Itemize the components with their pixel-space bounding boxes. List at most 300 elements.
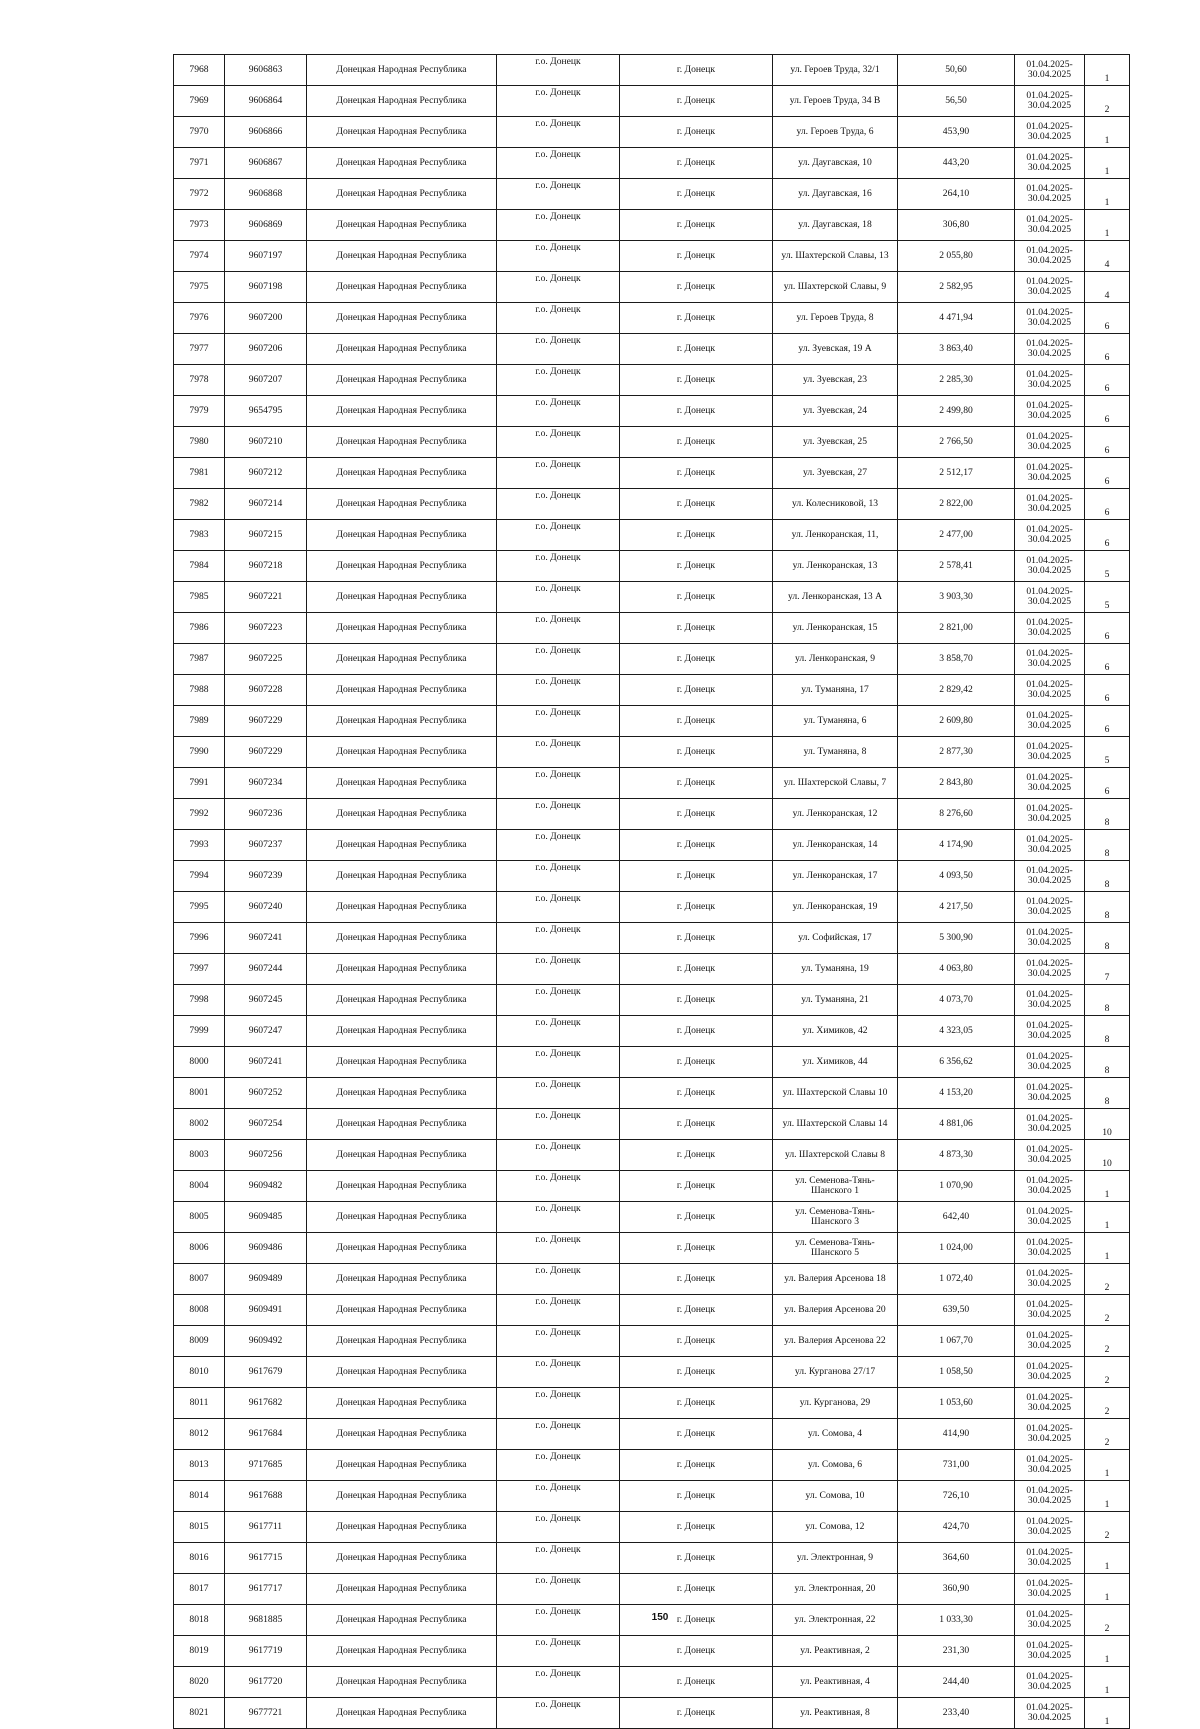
district-cell: г.о. Донецк [497,675,620,706]
area-cell: 726,10 [898,1481,1015,1512]
area-cell: 360,90 [898,1574,1015,1605]
area-cell: 4 174,90 [898,830,1015,861]
object-code: 9606863 [225,55,307,86]
address-cell: ул. Валерия Арсенова 22 [773,1326,898,1357]
object-code: 9606868 [225,179,307,210]
object-code: 9607245 [225,985,307,1016]
period-cell: 01.04.2025-30.04.2025 [1015,1419,1085,1450]
row-number: 7994 [174,861,225,892]
district-cell: г.о. Донецк [497,1109,620,1140]
period-cell: 01.04.2025-30.04.2025 [1015,954,1085,985]
address-cell: ул. Колесниковой, 13 [773,489,898,520]
period-cell: 01.04.2025-30.04.2025 [1015,861,1085,892]
period-cell: 01.04.2025-30.04.2025 [1015,1512,1085,1543]
address-cell: ул. Реактивная, 8 [773,1698,898,1729]
region-cell: Донецкая Народная Республика [307,1698,497,1729]
table-body [174,55,1130,1729]
region-cell: Донецкая Народная Республика [307,861,497,892]
count-cell: 8 [1085,799,1130,830]
count-cell: 6 [1085,768,1130,799]
region-cell: Донецкая Народная Республика [307,365,497,396]
count-cell: 6 [1085,706,1130,737]
region-cell: Донецкая Народная Республика [307,1605,497,1636]
area-cell: 56,50 [898,86,1015,117]
address-cell: ул. Ленкоранская, 12 [773,799,898,830]
row-number: 7992 [174,799,225,830]
address-cell: ул. Валерия Арсенова 20 [773,1295,898,1326]
table-row [174,1481,1130,1512]
object-code: 9717685 [225,1450,307,1481]
period-cell: 01.04.2025-30.04.2025 [1015,179,1085,210]
object-code: 9609486 [225,1233,307,1264]
city-cell: г. Донецк [620,1698,773,1729]
district-cell: г.о. Донецк [497,489,620,520]
district-cell: г.о. Донецк [497,737,620,768]
district-cell: г.о. Донецк [497,923,620,954]
city-cell: г. Донецк [620,489,773,520]
object-code: 9607229 [225,737,307,768]
object-code: 9607247 [225,1016,307,1047]
address-cell: ул. Реактивная, 4 [773,1667,898,1698]
address-cell: ул. Ленкоранская, 14 [773,830,898,861]
period-cell: 01.04.2025-30.04.2025 [1015,737,1085,768]
region-cell: Донецкая Народная Республика [307,86,497,117]
area-cell: 306,80 [898,210,1015,241]
count-cell: 1 [1085,148,1130,179]
area-cell: 2 582,95 [898,272,1015,303]
period-cell: 01.04.2025-30.04.2025 [1015,1605,1085,1636]
district-cell: г.о. Донецк [497,241,620,272]
city-cell: г. Донецк [620,737,773,768]
district-cell: г.о. Донецк [497,210,620,241]
table-row [174,272,1130,303]
city-cell: г. Донецк [620,1109,773,1140]
object-code: 9607237 [225,830,307,861]
table-row [174,458,1130,489]
area-cell: 1 070,90 [898,1171,1015,1202]
address-cell: ул. Сомова, 12 [773,1512,898,1543]
area-cell: 1 033,30 [898,1605,1015,1636]
region-cell: Донецкая Народная Республика [307,1202,497,1233]
city-cell: г. Донецк [620,954,773,985]
address-cell: ул. Курганова, 29 [773,1388,898,1419]
period-cell: 01.04.2025-30.04.2025 [1015,923,1085,954]
period-cell: 01.04.2025-30.04.2025 [1015,644,1085,675]
district-cell: г.о. Донецк [497,148,620,179]
address-cell: ул. Химиков, 44 [773,1047,898,1078]
count-cell: 2 [1085,1419,1130,1450]
table-row [174,1109,1130,1140]
city-cell: г. Донецк [620,1140,773,1171]
district-cell: г.о. Донецк [497,954,620,985]
table-row [174,1264,1130,1295]
table-row [174,396,1130,427]
count-cell: 5 [1085,551,1130,582]
area-cell: 6 356,62 [898,1047,1015,1078]
table-row [174,427,1130,458]
row-number: 8009 [174,1326,225,1357]
district-cell: г.о. Донецк [497,1140,620,1171]
city-cell: г. Донецк [620,1264,773,1295]
row-number: 7987 [174,644,225,675]
table-row [174,148,1130,179]
row-number: 8004 [174,1171,225,1202]
region-cell: Донецкая Народная Республика [307,830,497,861]
object-code: 9607254 [225,1109,307,1140]
region-cell: Донецкая Народная Республика [307,582,497,613]
district-cell: г.о. Донецк [497,1419,620,1450]
period-cell: 01.04.2025-30.04.2025 [1015,1109,1085,1140]
address-cell: ул. Электронная, 9 [773,1543,898,1574]
table-row [174,241,1130,272]
city-cell: г. Донецк [620,117,773,148]
period-cell: 01.04.2025-30.04.2025 [1015,272,1085,303]
period-cell: 01.04.2025-30.04.2025 [1015,210,1085,241]
area-cell: 424,70 [898,1512,1015,1543]
period-cell: 01.04.2025-30.04.2025 [1015,1047,1085,1078]
city-cell: г. Донецк [620,1202,773,1233]
count-cell: 1 [1085,1636,1130,1667]
district-cell: г.о. Донецк [497,1388,620,1419]
area-cell: 2 477,00 [898,520,1015,551]
district-cell: г.о. Донецк [497,1512,620,1543]
table-row [174,365,1130,396]
object-code: 9607234 [225,768,307,799]
address-cell: ул. Шахтерской Славы 14 [773,1109,898,1140]
table-row [174,117,1130,148]
area-cell: 4 093,50 [898,861,1015,892]
count-cell: 2 [1085,1605,1130,1636]
area-cell: 2 829,42 [898,675,1015,706]
count-cell: 2 [1085,1264,1130,1295]
region-cell: Донецкая Народная Республика [307,1450,497,1481]
area-cell: 4 471,94 [898,303,1015,334]
table-row [174,1450,1130,1481]
district-cell: г.о. Донецк [497,365,620,396]
period-cell: 01.04.2025-30.04.2025 [1015,1140,1085,1171]
district-cell: г.о. Донецк [497,582,620,613]
district-cell: г.о. Донецк [497,1326,620,1357]
district-cell: г.о. Донецк [497,303,620,334]
table-row [174,1326,1130,1357]
object-code: 9607197 [225,241,307,272]
object-code: 9607241 [225,1047,307,1078]
area-cell: 642,40 [898,1202,1015,1233]
count-cell: 6 [1085,365,1130,396]
table-row [174,1233,1130,1264]
object-code: 9607218 [225,551,307,582]
period-cell: 01.04.2025-30.04.2025 [1015,1481,1085,1512]
object-code: 9617688 [225,1481,307,1512]
table-row [174,1171,1130,1202]
city-cell: г. Донецк [620,1481,773,1512]
period-cell: 01.04.2025-30.04.2025 [1015,117,1085,148]
row-number: 7991 [174,768,225,799]
address-cell: ул. Даугавская, 18 [773,210,898,241]
period-cell: 01.04.2025-30.04.2025 [1015,55,1085,86]
table-row [174,1078,1130,1109]
row-number: 7982 [174,489,225,520]
city-cell: г. Донецк [620,830,773,861]
row-number: 8021 [174,1698,225,1729]
city-cell: г. Донецк [620,427,773,458]
period-cell: 01.04.2025-30.04.2025 [1015,1698,1085,1729]
table-row [174,737,1130,768]
city-cell: г. Донецк [620,86,773,117]
area-cell: 3 858,70 [898,644,1015,675]
area-cell: 3 903,30 [898,582,1015,613]
address-cell: ул. Зуевская, 24 [773,396,898,427]
district-cell: г.о. Донецк [497,644,620,675]
object-code: 9607244 [225,954,307,985]
row-number: 7976 [174,303,225,334]
row-number: 7970 [174,117,225,148]
city-cell: г. Донецк [620,179,773,210]
address-cell: ул. Сомова, 10 [773,1481,898,1512]
row-number: 8002 [174,1109,225,1140]
period-cell: 01.04.2025-30.04.2025 [1015,1295,1085,1326]
address-cell: ул. Туманяна, 19 [773,954,898,985]
object-code: 9607256 [225,1140,307,1171]
page-number: 150 [651,1612,669,1623]
count-cell: 2 [1085,86,1130,117]
area-cell: 639,50 [898,1295,1015,1326]
area-cell: 244,40 [898,1667,1015,1698]
row-number: 7998 [174,985,225,1016]
row-number: 7995 [174,892,225,923]
area-cell: 1 072,40 [898,1264,1015,1295]
row-number: 7981 [174,458,225,489]
city-cell: г. Донецк [620,861,773,892]
table-row [174,861,1130,892]
count-cell: 1 [1085,1171,1130,1202]
city-cell: г. Донецк [620,148,773,179]
period-cell: 01.04.2025-30.04.2025 [1015,489,1085,520]
period-cell: 01.04.2025-30.04.2025 [1015,520,1085,551]
table-row [174,551,1130,582]
address-cell: ул. Шахтерской Славы 10 [773,1078,898,1109]
address-cell: ул. Ленкоранская, 13 [773,551,898,582]
district-cell: г.о. Донецк [497,396,620,427]
object-code: 9607207 [225,365,307,396]
table-row [174,1698,1130,1729]
table-row [174,86,1130,117]
city-cell: г. Донецк [620,1450,773,1481]
region-cell: Донецкая Народная Республика [307,241,497,272]
period-cell: 01.04.2025-30.04.2025 [1015,551,1085,582]
object-code: 9617711 [225,1512,307,1543]
row-number: 7999 [174,1016,225,1047]
address-cell: ул. Ленкоранская, 17 [773,861,898,892]
address-cell: ул. Сомова, 4 [773,1419,898,1450]
count-cell: 1 [1085,55,1130,86]
period-cell: 01.04.2025-30.04.2025 [1015,86,1085,117]
object-code: 9681885 [225,1605,307,1636]
count-cell: 8 [1085,1016,1130,1047]
count-cell: 1 [1085,1698,1130,1729]
object-code: 9607215 [225,520,307,551]
period-cell: 01.04.2025-30.04.2025 [1015,334,1085,365]
city-cell: г. Донецк [620,1078,773,1109]
city-cell: г. Донецк [620,365,773,396]
table-row [174,799,1130,830]
count-cell: 1 [1085,179,1130,210]
row-number: 7975 [174,272,225,303]
city-cell: г. Донецк [620,1233,773,1264]
area-cell: 4 063,80 [898,954,1015,985]
district-cell: г.о. Донецк [497,799,620,830]
district-cell: г.о. Донецк [497,427,620,458]
count-cell: 10 [1085,1109,1130,1140]
period-cell: 01.04.2025-30.04.2025 [1015,1636,1085,1667]
row-number: 7973 [174,210,225,241]
period-cell: 01.04.2025-30.04.2025 [1015,799,1085,830]
table-row [174,1295,1130,1326]
object-code: 9607206 [225,334,307,365]
district-cell: г.о. Донецк [497,861,620,892]
address-cell: ул. Ленкоранская, 13 А [773,582,898,613]
district-cell: г.о. Донецк [497,1543,620,1574]
district-cell: г.о. Донецк [497,1698,620,1729]
period-cell: 01.04.2025-30.04.2025 [1015,830,1085,861]
period-cell: 01.04.2025-30.04.2025 [1015,1388,1085,1419]
address-cell: ул. Шахтерской Славы, 13 [773,241,898,272]
table-row [174,334,1130,365]
region-cell: Донецкая Народная Республика [307,1636,497,1667]
object-code: 9607198 [225,272,307,303]
count-cell: 2 [1085,1326,1130,1357]
address-cell: ул. Даугавская, 10 [773,148,898,179]
row-number: 7988 [174,675,225,706]
city-cell: г. Донецк [620,458,773,489]
row-number: 8000 [174,1047,225,1078]
count-cell: 8 [1085,923,1130,954]
table-row [174,768,1130,799]
area-cell: 414,90 [898,1419,1015,1450]
address-cell: ул. Шахтерской Славы, 7 [773,768,898,799]
city-cell: г. Донецк [620,55,773,86]
row-number: 8010 [174,1357,225,1388]
count-cell: 4 [1085,241,1130,272]
area-cell: 731,00 [898,1450,1015,1481]
district-cell: г.о. Донецк [497,1233,620,1264]
area-cell: 2 578,41 [898,551,1015,582]
area-cell: 4 881,06 [898,1109,1015,1140]
object-code: 9607212 [225,458,307,489]
row-number: 8015 [174,1512,225,1543]
count-cell: 8 [1085,1047,1130,1078]
count-cell: 2 [1085,1357,1130,1388]
row-number: 8001 [174,1078,225,1109]
count-cell: 6 [1085,396,1130,427]
table-row [174,1357,1130,1388]
region-cell: Донецкая Народная Республика [307,1388,497,1419]
row-number: 7985 [174,582,225,613]
city-cell: г. Донецк [620,210,773,241]
object-code: 9606869 [225,210,307,241]
object-code: 9617719 [225,1636,307,1667]
area-cell: 453,90 [898,117,1015,148]
count-cell: 1 [1085,117,1130,148]
table-row [174,985,1130,1016]
area-cell: 231,30 [898,1636,1015,1667]
city-cell: г. Донецк [620,644,773,675]
table-row [174,1140,1130,1171]
city-cell: г. Донецк [620,1636,773,1667]
address-cell: ул. Героев Труда, 34 В [773,86,898,117]
city-cell: г. Донецк [620,1047,773,1078]
address-cell: ул. Зуевская, 23 [773,365,898,396]
period-cell: 01.04.2025-30.04.2025 [1015,1171,1085,1202]
address-cell: ул. Даугавская, 16 [773,179,898,210]
count-cell: 6 [1085,613,1130,644]
count-cell: 6 [1085,644,1130,675]
address-cell: ул. Семенова-Тянь-Шанского 5 [773,1233,898,1264]
object-code: 9607228 [225,675,307,706]
table-row [174,923,1130,954]
address-cell: ул. Героев Труда, 32/1 [773,55,898,86]
area-cell: 4 323,05 [898,1016,1015,1047]
area-cell: 5 300,90 [898,923,1015,954]
region-cell: Донецкая Народная Республика [307,1326,497,1357]
region-cell: Донецкая Народная Республика [307,1233,497,1264]
district-cell: г.о. Донецк [497,892,620,923]
area-cell: 1 058,50 [898,1357,1015,1388]
row-number: 7989 [174,706,225,737]
region-cell: Донецкая Народная Республика [307,117,497,148]
row-number: 7990 [174,737,225,768]
count-cell: 1 [1085,1543,1130,1574]
area-cell: 1 024,00 [898,1233,1015,1264]
object-code: 9609482 [225,1171,307,1202]
city-cell: г. Донецк [620,1357,773,1388]
area-cell: 4 153,20 [898,1078,1015,1109]
region-cell: Донецкая Народная Республика [307,737,497,768]
period-cell: 01.04.2025-30.04.2025 [1015,582,1085,613]
count-cell: 1 [1085,1202,1130,1233]
area-cell: 2 843,80 [898,768,1015,799]
area-cell: 1 067,70 [898,1326,1015,1357]
district-cell: г.о. Донецк [497,1450,620,1481]
city-cell: г. Донецк [620,613,773,644]
district-cell: г.о. Донецк [497,830,620,861]
region-cell: Донецкая Народная Республика [307,1109,497,1140]
area-cell: 2 055,80 [898,241,1015,272]
object-code: 9609489 [225,1264,307,1295]
count-cell: 10 [1085,1140,1130,1171]
row-number: 7969 [174,86,225,117]
row-number: 7979 [174,396,225,427]
row-number: 7974 [174,241,225,272]
period-cell: 01.04.2025-30.04.2025 [1015,458,1085,489]
object-code: 9607240 [225,892,307,923]
period-cell: 01.04.2025-30.04.2025 [1015,675,1085,706]
address-cell: ул. Туманяна, 17 [773,675,898,706]
city-cell: г. Донецк [620,675,773,706]
city-cell: г. Донецк [620,241,773,272]
count-cell: 8 [1085,985,1130,1016]
row-number: 8016 [174,1543,225,1574]
region-cell: Донецкая Народная Республика [307,179,497,210]
object-code: 9607236 [225,799,307,830]
district-cell: г.о. Донецк [497,613,620,644]
table-row [174,489,1130,520]
object-code: 9607239 [225,861,307,892]
region-cell: Донецкая Народная Республика [307,706,497,737]
region-cell: Донецкая Народная Республика [307,1481,497,1512]
row-number: 7986 [174,613,225,644]
table-row [174,55,1130,86]
